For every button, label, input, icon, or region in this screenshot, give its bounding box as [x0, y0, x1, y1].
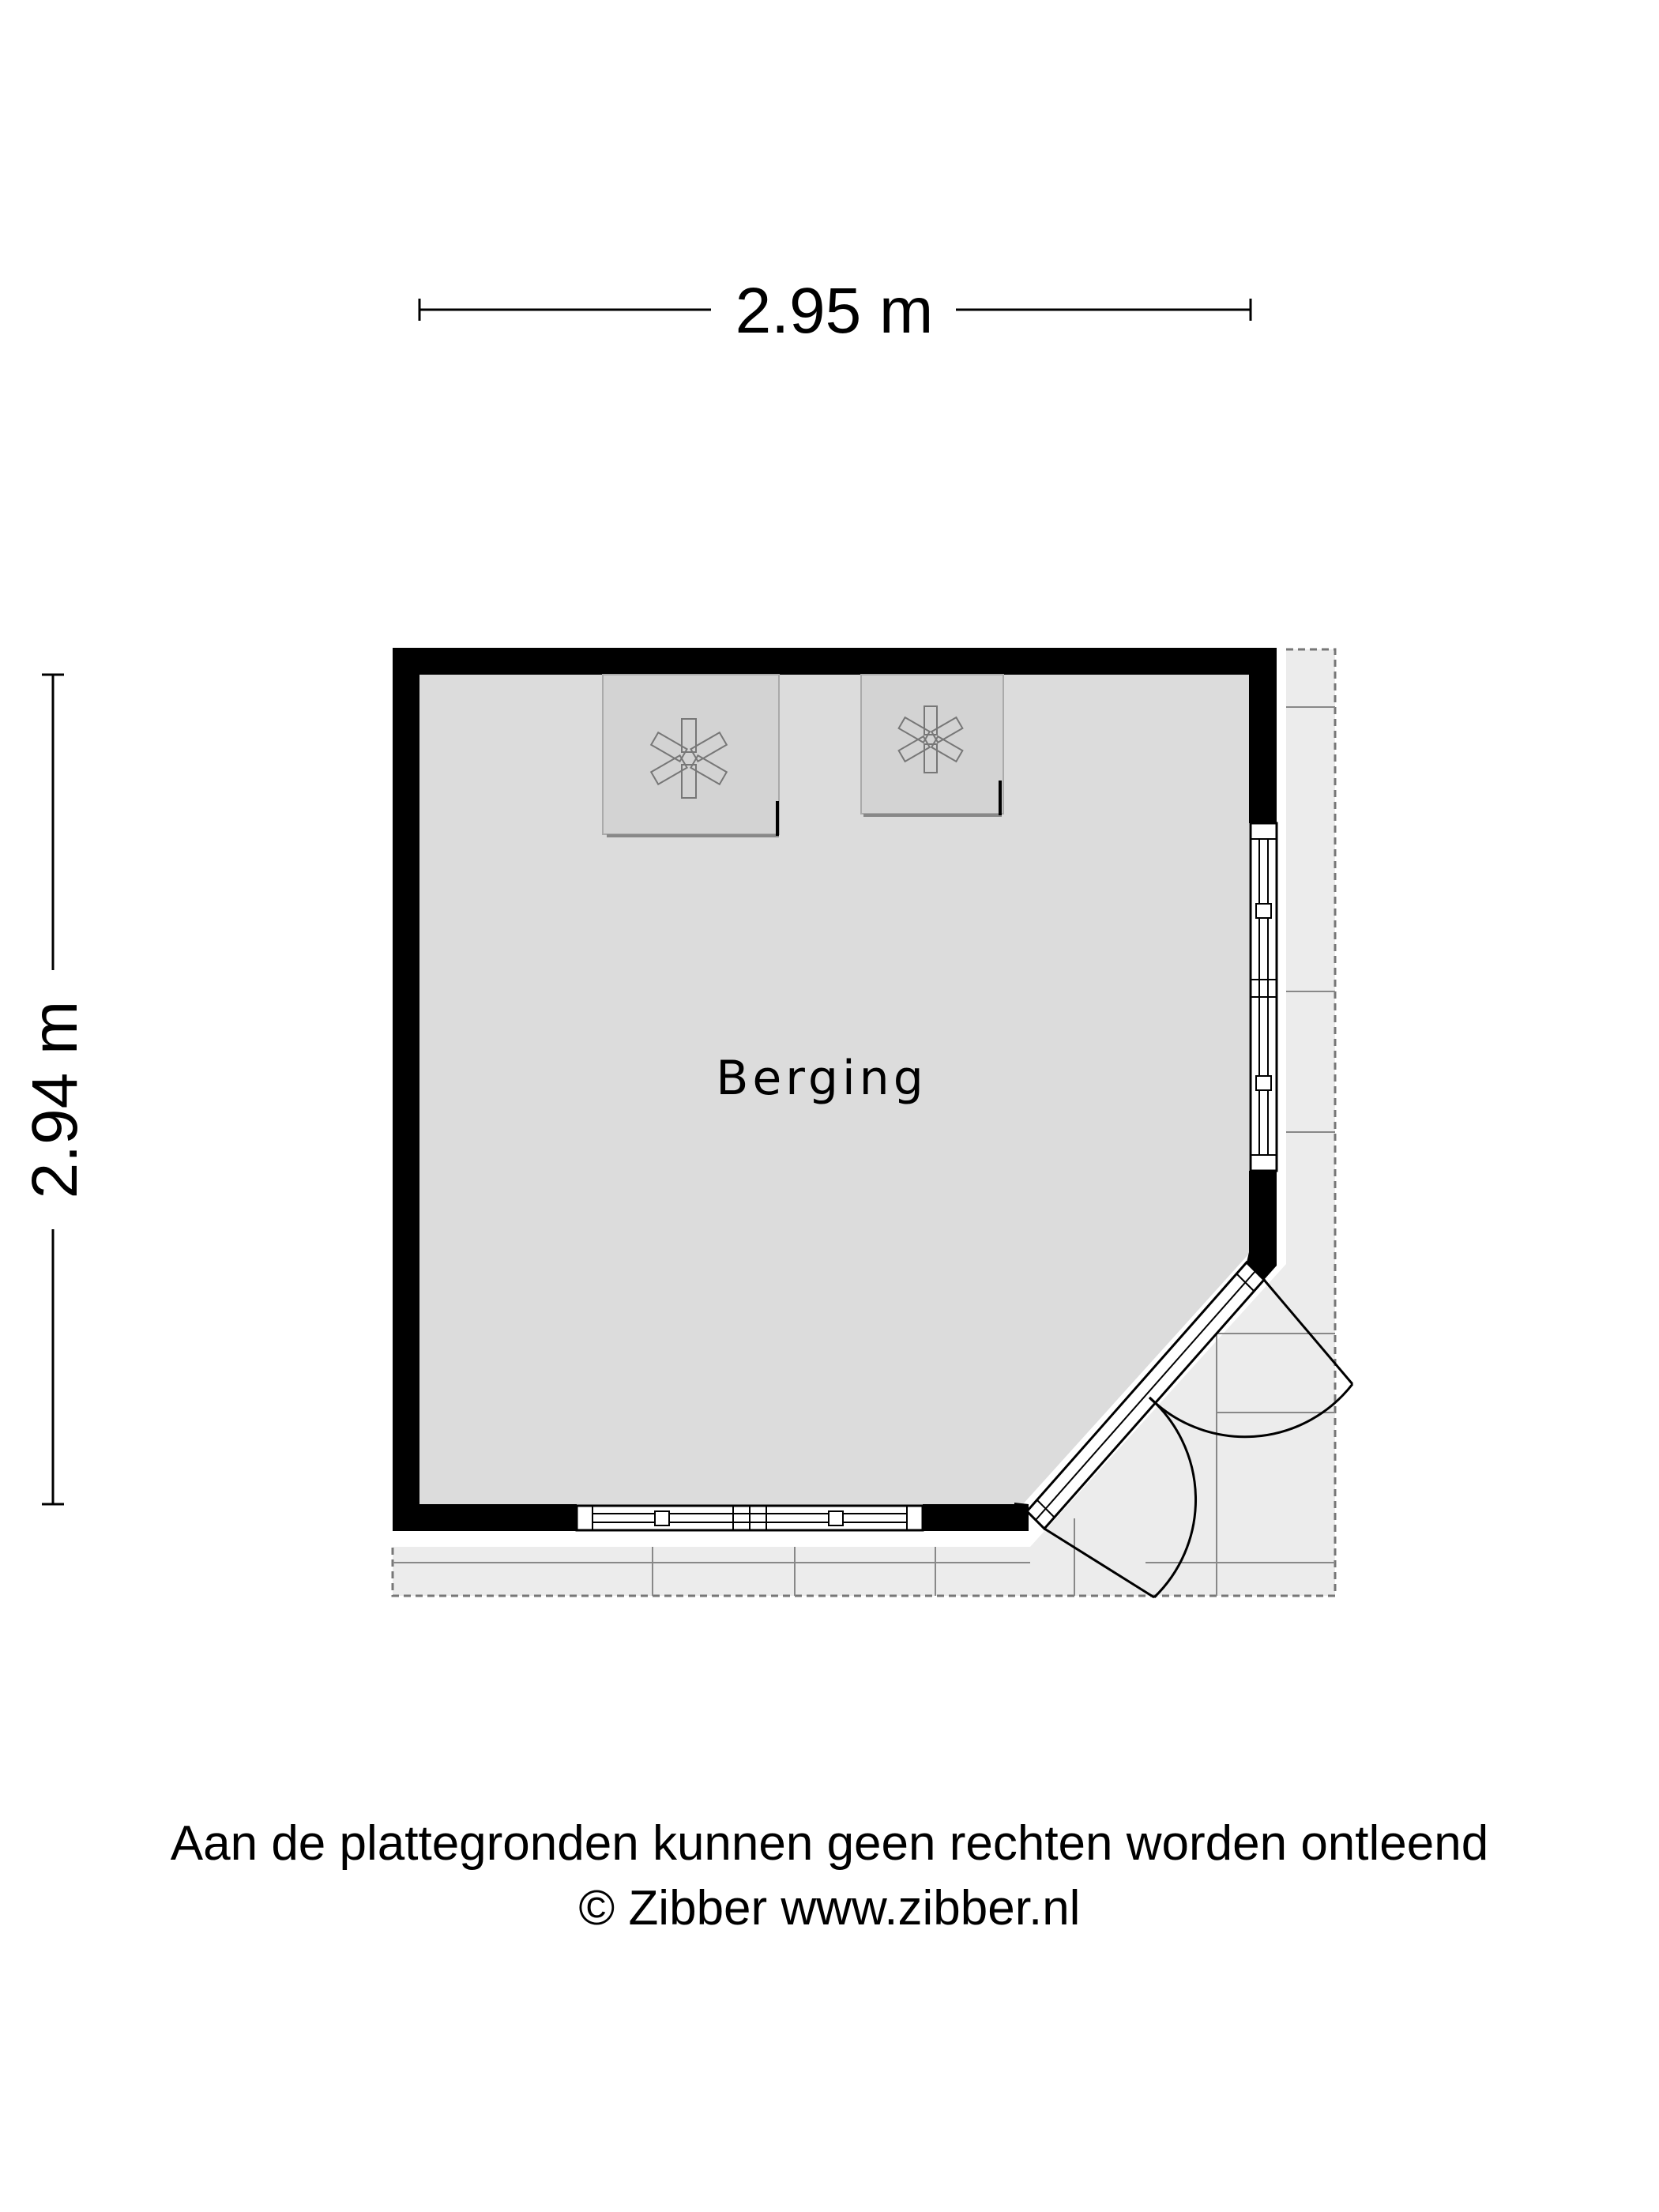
height-dimension-label: 2.94 m [19, 1000, 91, 1199]
window-bottom [577, 1506, 923, 1530]
window-right [1251, 823, 1277, 1171]
width-dimension-label: 2.95 m [735, 275, 934, 347]
disclaimer-text: Aan de plattegronden kunnen geen rechten worden ontleend [170, 1816, 1489, 1871]
room-label-berging: Berging [716, 1051, 927, 1106]
copyright-text: © Zibber www.zibber.nl [578, 1881, 1081, 1936]
fan-unit-2 [861, 675, 1003, 815]
fan-unit-1 [603, 675, 779, 836]
